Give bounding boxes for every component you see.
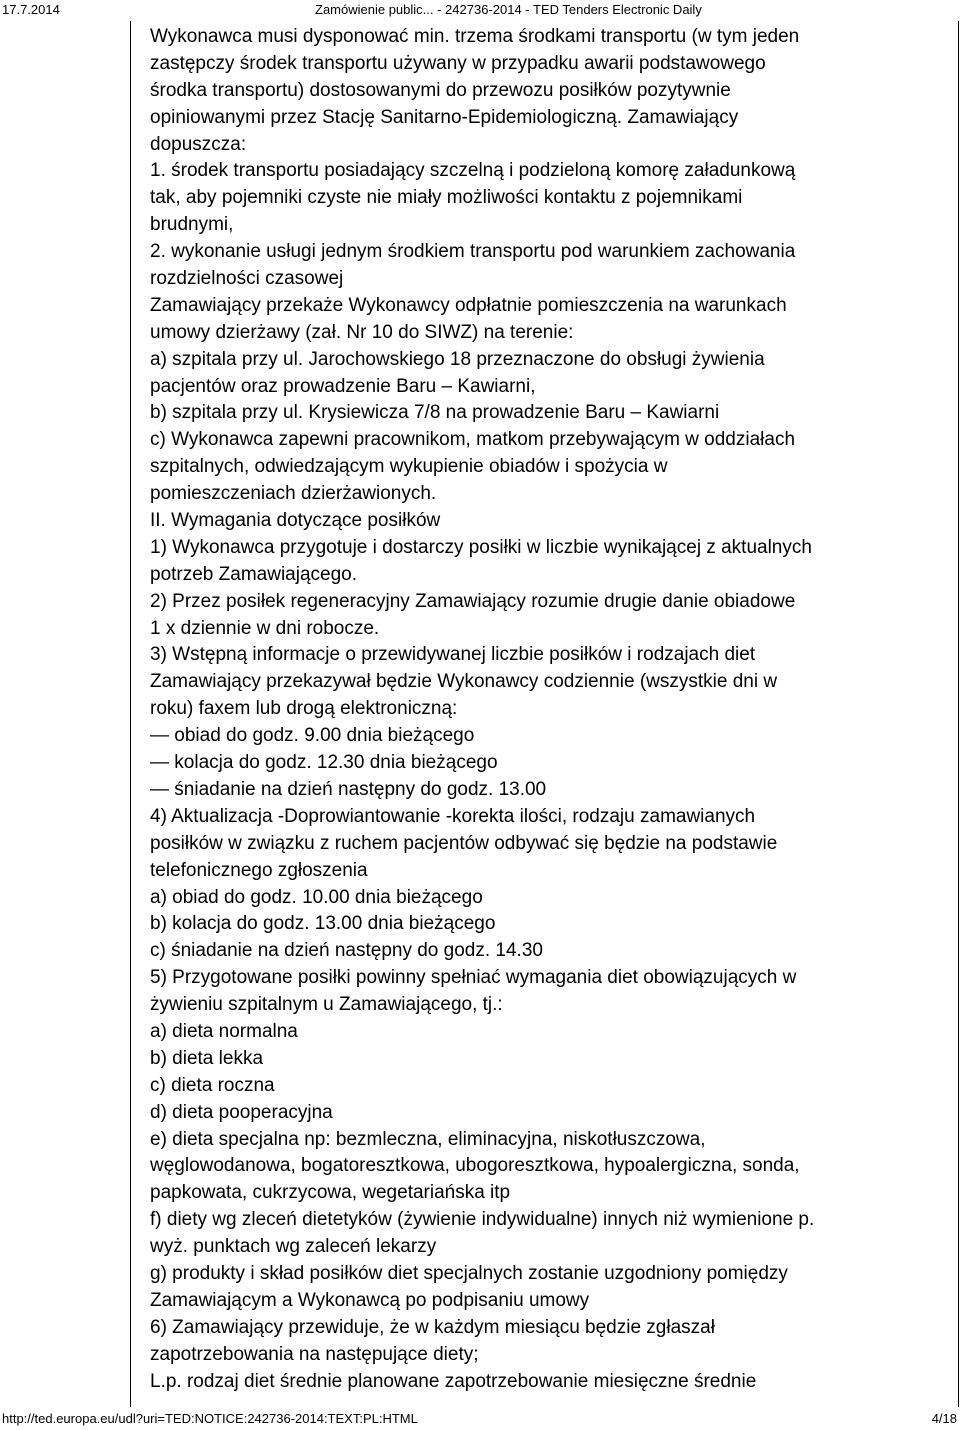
text-line: 1 x dziennie w dni robocze. xyxy=(150,617,380,639)
text-line: 3) Wstępną informacje o przewidywanej liczbie posiłków i rodzajach diet xyxy=(150,644,756,666)
text-line: Zamawiającym a Wykonawcą po podpisaniu umowy xyxy=(150,1289,590,1311)
text-line: rozdzielności czasowej xyxy=(150,268,344,290)
print-date: 17.7.2014 xyxy=(2,2,60,17)
notice-text xyxy=(150,24,950,1395)
text-line: umowy dzierżawy (zał. Nr 10 do SIWZ) na terenie: xyxy=(150,321,574,343)
text-line: 5) Przygotowane posiłki powinny spełniać wymagania diet obowiązujących w xyxy=(150,967,797,989)
text-line: tak, aby pojemniki czyste nie miały możliwości kontaktu z pojemnikami xyxy=(150,187,743,209)
text-line: 6) Zamawiający przewiduje, że w każdym miesiącu będzie zgłaszał xyxy=(150,1316,715,1338)
text-line: szpitalnych, odwiedzającym wykupienie obiadów i spożycia w xyxy=(150,456,668,478)
text-line: opiniowanymi przez Stację Sanitarno-Epidemiologiczną. Zamawiający xyxy=(150,106,739,128)
text-line: 1) Wykonawca przygotuje i dostarczy posiłki w liczbie wynikającej z aktualnych xyxy=(150,536,812,558)
text-line: pomieszczeniach dzierżawionych. xyxy=(150,483,437,505)
text-line: papkowata, cukrzycowa, wegetariańska itp xyxy=(150,1182,511,1204)
text-line: f) diety wg zleceń dietetyków (żywienie indywidualne) innych niż wymienione p. xyxy=(150,1209,815,1231)
text-line: 4) Aktualizacja -Doprowiantowanie -korekta ilości, rodzaju zamawianych xyxy=(150,805,756,827)
text-line: zastępczy środek transportu używany w przypadku awarii podstawowego xyxy=(150,52,766,74)
text-line: 2. wykonanie usługi jednym środkiem transportu pod warunkiem zachowania xyxy=(150,241,796,263)
text-line: d) dieta pooperacyjna xyxy=(150,1101,333,1123)
text-line: żywieniu szpitalnym u Zamawiającego, tj.: xyxy=(150,994,503,1016)
section-heading: II. Wymagania dotyczące posiłków xyxy=(150,510,441,532)
text-line: Zamawiający przekaże Wykonawcy odpłatnie pomieszczenia na warunkach xyxy=(150,294,787,316)
text-line: a) dieta normalna xyxy=(150,1020,298,1042)
page-title: Zamówienie public... - 242736-2014 - TED Tenders Electronic Daily xyxy=(315,2,702,17)
text-line: c) śniadanie na dzień następny do godz. 14.30 xyxy=(150,940,543,962)
text-line: a) obiad do godz. 10.00 dnia bieżącego xyxy=(150,886,483,908)
text-line: posiłków w związku z ruchem pacjentów odbywać się będzie na podstawie xyxy=(150,832,778,854)
text-line: węglowodanowa, bogatoresztkowa, ubogoresztkowa, hypoalergiczna, sonda, xyxy=(150,1155,800,1177)
text-line: środka transportu) dostosowanymi do przewozu posiłków pozytywnie xyxy=(150,79,731,101)
text-line: a) szpitala przy ul. Jarochowskiego 18 przeznaczone do obsługi żywienia xyxy=(150,348,765,370)
print-footer xyxy=(0,1409,960,1429)
text-line: — obiad do godz. 9.00 dnia bieżącego xyxy=(150,725,475,747)
text-line: c) dieta roczna xyxy=(150,1074,275,1096)
text-line: roku) faxem lub drogą elektroniczną: xyxy=(150,698,458,720)
text-line: g) produkty i skład posiłków diet specjalnych zostanie uzgodniony pomiędzy xyxy=(150,1262,788,1284)
text-line: dopuszcza: xyxy=(150,133,247,155)
text-line: Zamawiający przekazywał będzie Wykonawcy codziennie (wszystkie dni w xyxy=(150,671,778,693)
text-line: wyż. punktach wg zaleceń lekarzy xyxy=(150,1236,437,1258)
text-line: L.p. rodzaj diet średnie planowane zapotrzebowanie miesięczne średnie xyxy=(150,1370,757,1392)
text-line: brudnymi, xyxy=(150,214,234,236)
text-line: 1. środek transportu posiadający szczelną i podzieloną komorę załadunkową xyxy=(150,160,796,182)
text-line: — śniadanie na dzień następny do godz. 13.00 xyxy=(150,778,547,800)
text-line: zapotrzebowania na następujące diety; xyxy=(150,1343,479,1365)
text-line: b) kolacja do godz. 13.00 dnia bieżącego xyxy=(150,913,496,935)
text-line: e) dieta specjalna np: bezmleczna, eliminacyjna, niskotłuszczowa, xyxy=(150,1128,706,1150)
text-line: b) szpitala przy ul. Krysiewicza 7/8 na prowadzenie Baru – Kawiarni xyxy=(150,402,720,424)
text-line: b) dieta lekka xyxy=(150,1047,264,1069)
text-line: Wykonawca musi dysponować min. trzema środkami transportu (w tym jeden xyxy=(150,26,800,47)
text-line: — kolacja do godz. 12.30 dnia bieżącego xyxy=(150,752,498,774)
text-line: c) Wykonawca zapewni pracownikom, matkom przebywającym w oddziałach xyxy=(150,429,796,451)
text-line: pacjentów oraz prowadzenie Baru – Kawiarni, xyxy=(150,375,536,397)
text-line: telefonicznego zgłoszenia xyxy=(150,859,368,881)
text-line: potrzeb Zamawiającego. xyxy=(150,563,357,585)
page-url: http://ted.europa.eu/udl?uri=TED:NOTICE:242736-2014:TEXT:PL:HTML xyxy=(2,1411,418,1426)
page-number: 4/18 xyxy=(931,1411,957,1426)
text-line: 2) Przez posiłek regeneracyjny Zamawiający rozumie drugie danie obiadowe xyxy=(150,590,796,612)
print-header xyxy=(0,0,960,20)
